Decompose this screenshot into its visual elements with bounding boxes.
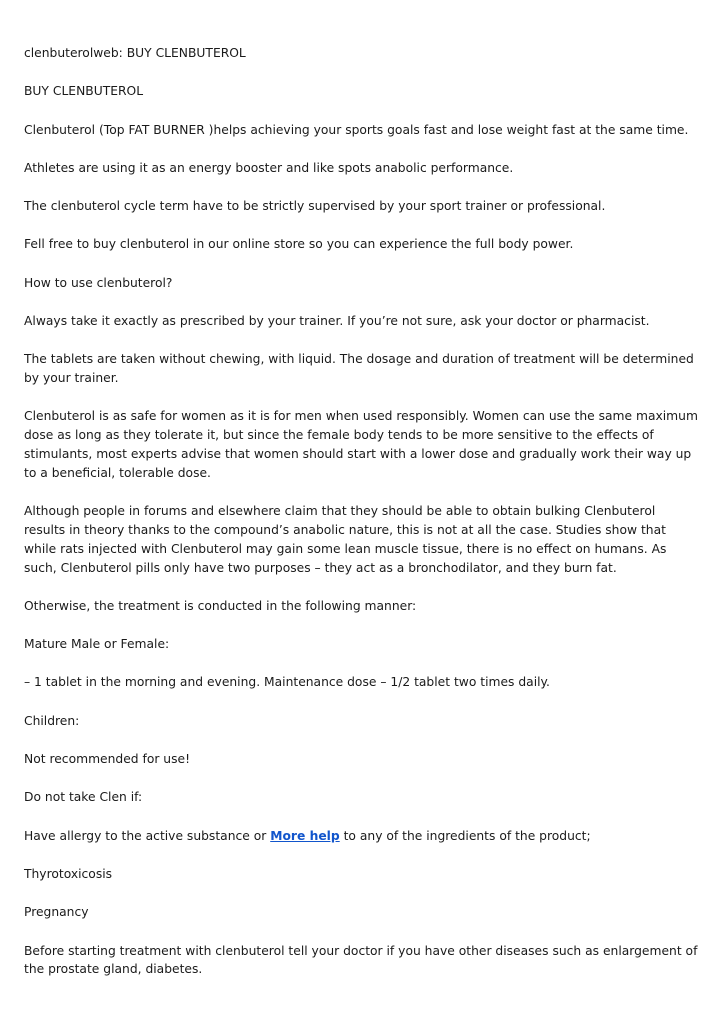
paragraph: Fell free to buy clenbuterol in our online store so you can experience the full body power. (24, 237, 574, 252)
paragraph: Thyrotoxicosis (24, 866, 113, 881)
paragraph: Before starting treatment with clenbuterol tell your doctor if you have other diseases such as enlargement of the prostate gland, diabetes. (24, 943, 698, 977)
more-help-link[interactable]: More help (270, 828, 340, 843)
document-body (24, 44, 700, 999)
paragraph-text: Have allergy to the active substance or (24, 828, 271, 843)
paragraph: Otherwise, the treatment is conducted in the following manner: (24, 598, 417, 613)
paragraph-with-link (24, 827, 700, 846)
paragraph: Do not take Clen if: (24, 790, 143, 805)
page-title: BUY CLENBUTEROL (24, 84, 144, 99)
paragraph: Children: (24, 713, 80, 728)
paragraph: – 1 tablet in the morning and evening. Maintenance dose – 1/2 tablet two times daily. (24, 675, 550, 690)
paragraph: Not recommended for use! (24, 752, 191, 767)
paragraph: Clenbuterol is as safe for women as it is for men when used responsibly. Women can use the same maximum dose as long as they tolerate it, but since the female body tends to be more sensitive to the effects of stimulants, most experts advise that women should start with a lower dose and gradually work their way up to a beneficial, tolerable dose. (24, 409, 698, 480)
paragraph: Always take it exactly as prescribed by your trainer. If you’re not sure, ask your doctor or pharmacist. (24, 314, 650, 329)
section-heading-usage: How to use clenbuterol? (24, 275, 173, 290)
paragraph: The tablets are taken without chewing, with liquid. The dosage and duration of treatment will be determined by your trainer. (24, 352, 694, 386)
paragraph: The clenbuterol cycle term have to be strictly supervised by your sport trainer or professional. (24, 199, 606, 214)
page-header: clenbuterolweb: BUY CLENBUTEROL (24, 46, 246, 60)
paragraph: Athletes are using it as an energy booster and like spots anabolic performance. (24, 160, 514, 175)
paragraph-text: to any of the ingredients of the product; (339, 828, 591, 843)
paragraph: Mature Male or Female: (24, 637, 170, 652)
paragraph: Clenbuterol (Top FAT BURNER )helps achieving your sports goals fast and lose weight fast at the same time. (24, 122, 689, 137)
paragraph: Pregnancy (24, 905, 89, 920)
paragraph: Although people in forums and elsewhere claim that they should be able to obtain bulking Clenbuterol results in theory thanks to the compound’s anabolic nature, this is not at all the case. Studies show that while rats injected with Clenbuterol may gain some lean muscle tissue, there is no effect on humans. As such, Clenbuterol pills only have two purposes – they act as a bronchodilator, and they burn fat. (24, 504, 667, 575)
